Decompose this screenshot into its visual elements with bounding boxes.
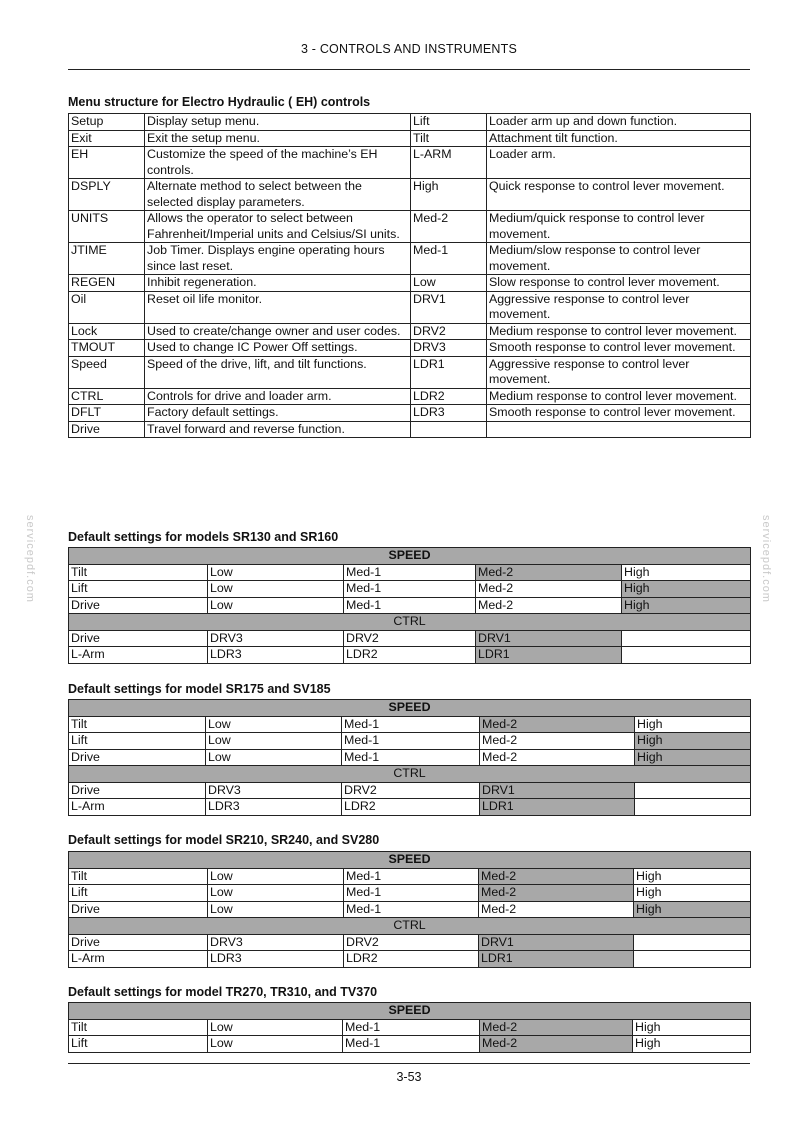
setting-cell: Med-1	[344, 901, 479, 918]
menu-item-description: Used to create/change owner and user codes.	[145, 323, 411, 340]
menu-row	[69, 130, 751, 147]
menu-row	[69, 388, 751, 405]
ctrl-header: CTRL	[69, 918, 751, 935]
menu-item-description: Controls for drive and loader arm.	[145, 388, 411, 405]
ctrl-header-row	[69, 918, 751, 935]
setting-cell: DRV2	[342, 782, 480, 799]
menu-item-description: Travel forward and reverse function.	[145, 421, 411, 438]
setting-cell: Med-2	[479, 901, 634, 918]
function-label: Drive	[69, 934, 208, 951]
menu-item-description: Medium response to control lever movement.	[487, 323, 751, 340]
speed-header-row	[69, 548, 751, 565]
menu-structure-title: Menu structure for Electro Hydraulic ( EH) controls	[68, 95, 371, 109]
menu-item-code: DRV3	[411, 340, 487, 357]
setting-cell: High	[635, 716, 751, 733]
menu-item-description: Medium/slow response to control lever movement.	[487, 243, 751, 275]
menu-item-code: Low	[411, 275, 487, 292]
menu-item-code: Oil	[69, 291, 145, 323]
menu-item-code: REGEN	[69, 275, 145, 292]
speed-row	[69, 1036, 751, 1053]
menu-item-description: Loader arm up and down function.	[487, 114, 751, 131]
menu-row	[69, 147, 751, 179]
setting-cell: High	[635, 733, 751, 750]
speed-row	[69, 749, 751, 766]
menu-item-description: Alternate method to select between the selected display parameters.	[145, 179, 411, 211]
defaults-table-4	[68, 1002, 751, 1053]
menu-row	[69, 405, 751, 422]
setting-cell: Med-1	[343, 1019, 480, 1036]
menu-item-code: DFLT	[69, 405, 145, 422]
setting-cell: High	[622, 564, 751, 581]
header-rule	[68, 69, 750, 70]
menu-item-code: Lock	[69, 323, 145, 340]
setting-cell: DRV2	[344, 934, 479, 951]
menu-item-description: Display setup menu.	[145, 114, 411, 131]
defaults-title-3: Default settings for model SR210, SR240, and SV280	[68, 833, 380, 847]
ctrl-row	[69, 799, 751, 816]
menu-item-code: CTRL	[69, 388, 145, 405]
menu-item-code: Tilt	[411, 130, 487, 147]
menu-row	[69, 114, 751, 131]
menu-item-code: Setup	[69, 114, 145, 131]
menu-row	[69, 243, 751, 275]
speed-row	[69, 564, 751, 581]
setting-cell: Med-2	[480, 1036, 633, 1053]
defaults-table-1	[68, 547, 751, 664]
ctrl-row	[69, 951, 751, 968]
function-label: Drive	[69, 597, 208, 614]
page-number: 3-53	[396, 1070, 422, 1084]
menu-item-code: Speed	[69, 356, 145, 388]
setting-cell: LDR1	[479, 951, 634, 968]
menu-item-code	[411, 421, 487, 438]
defaults-title-4: Default settings for model TR270, TR310, and TV370	[68, 985, 378, 999]
speed-row	[69, 597, 751, 614]
setting-cell: LDR3	[206, 799, 342, 816]
menu-item-code: LDR2	[411, 388, 487, 405]
setting-cell	[622, 630, 751, 647]
speed-row	[69, 1019, 751, 1036]
watermark-right: servicepdf.com	[760, 515, 772, 603]
function-label: Lift	[69, 733, 206, 750]
setting-cell: Med-1	[342, 733, 480, 750]
menu-row	[69, 421, 751, 438]
menu-item-description: Aggressive response to control lever movement.	[487, 356, 751, 388]
menu-item-description: Job Timer. Displays engine operating hours since last reset.	[145, 243, 411, 275]
setting-cell: Low	[206, 716, 342, 733]
menu-item-description: Exit the setup menu.	[145, 130, 411, 147]
menu-item-code: Med-2	[411, 211, 487, 243]
defaults-table-3	[68, 851, 751, 968]
menu-item-code: TMOUT	[69, 340, 145, 357]
menu-row	[69, 291, 751, 323]
setting-cell: Med-2	[480, 1019, 633, 1036]
setting-cell: Med-2	[479, 885, 634, 902]
speed-header: SPEED	[69, 852, 751, 869]
menu-item-description: Speed of the drive, lift, and tilt functions.	[145, 356, 411, 388]
defaults-title-2: Default settings for model SR175 and SV185	[68, 682, 331, 696]
setting-cell: High	[635, 749, 751, 766]
menu-item-description	[487, 421, 751, 438]
setting-cell: Med-1	[344, 868, 479, 885]
speed-row	[69, 868, 751, 885]
menu-item-description: Aggressive response to control lever movement.	[487, 291, 751, 323]
function-label: L-Arm	[69, 799, 206, 816]
setting-cell: Med-2	[480, 733, 635, 750]
setting-cell: Med-1	[342, 716, 480, 733]
function-label: L-Arm	[69, 951, 208, 968]
function-label: Lift	[69, 1036, 208, 1053]
speed-row	[69, 733, 751, 750]
setting-cell: DRV3	[208, 934, 344, 951]
setting-cell: Med-1	[344, 581, 476, 598]
menu-item-code: L-ARM	[411, 147, 487, 179]
setting-cell: LDR3	[208, 951, 344, 968]
menu-item-code: Exit	[69, 130, 145, 147]
speed-header-row	[69, 1003, 751, 1020]
setting-cell: Low	[208, 868, 344, 885]
setting-cell: Low	[208, 885, 344, 902]
footer-rule	[68, 1063, 750, 1064]
menu-row	[69, 179, 751, 211]
defaults-title-1: Default settings for models SR130 and SR160	[68, 530, 339, 544]
setting-cell: High	[634, 901, 751, 918]
ctrl-row	[69, 934, 751, 951]
setting-cell: Med-1	[344, 564, 476, 581]
setting-cell: Med-1	[343, 1036, 480, 1053]
speed-header: SPEED	[69, 700, 751, 717]
setting-cell: Low	[208, 1036, 343, 1053]
function-label: Lift	[69, 581, 208, 598]
menu-item-description: Medium/quick response to control lever movement.	[487, 211, 751, 243]
setting-cell: Low	[206, 749, 342, 766]
menu-item-description: Factory default settings.	[145, 405, 411, 422]
setting-cell: Med-1	[344, 597, 476, 614]
menu-item-code: JTIME	[69, 243, 145, 275]
menu-row	[69, 211, 751, 243]
menu-item-description: Loader arm.	[487, 147, 751, 179]
function-label: Tilt	[69, 1019, 208, 1036]
setting-cell: LDR2	[344, 951, 479, 968]
setting-cell: High	[634, 868, 751, 885]
setting-cell: High	[633, 1036, 751, 1053]
setting-cell: DRV1	[479, 934, 634, 951]
function-label: Drive	[69, 901, 208, 918]
setting-cell: High	[633, 1019, 751, 1036]
menu-row	[69, 340, 751, 357]
menu-structure-table	[68, 113, 751, 438]
ctrl-row	[69, 647, 751, 664]
setting-cell: Med-2	[480, 716, 635, 733]
function-label: Lift	[69, 885, 208, 902]
setting-cell: Low	[208, 564, 344, 581]
setting-cell: DRV1	[476, 630, 622, 647]
menu-item-code: LDR1	[411, 356, 487, 388]
ctrl-header-row	[69, 766, 751, 783]
setting-cell: Low	[206, 733, 342, 750]
menu-item-code: DRV1	[411, 291, 487, 323]
setting-cell: Med-2	[480, 749, 635, 766]
menu-item-description: Medium response to control lever movement.	[487, 388, 751, 405]
speed-row	[69, 581, 751, 598]
menu-item-description: Quick response to control lever movement.	[487, 179, 751, 211]
menu-item-description: Used to change IC Power Off settings.	[145, 340, 411, 357]
menu-item-code: Drive	[69, 421, 145, 438]
setting-cell: DRV3	[206, 782, 342, 799]
setting-cell: DRV1	[480, 782, 635, 799]
menu-item-code: LDR3	[411, 405, 487, 422]
setting-cell: Med-2	[476, 564, 622, 581]
speed-header-row	[69, 852, 751, 869]
setting-cell: LDR1	[480, 799, 635, 816]
menu-item-description: Allows the operator to select between Fahrenheit/Imperial units and Celsius/SI units.	[145, 211, 411, 243]
function-label: Drive	[69, 749, 206, 766]
menu-item-description: Attachment tilt function.	[487, 130, 751, 147]
menu-item-code: DSPLY	[69, 179, 145, 211]
function-label: Drive	[69, 782, 206, 799]
setting-cell: Med-2	[476, 597, 622, 614]
menu-item-description: Reset oil life monitor.	[145, 291, 411, 323]
speed-row	[69, 885, 751, 902]
page-header: 3 - CONTROLS AND INSTRUMENTS	[300, 42, 518, 56]
menu-item-description: Inhibit regeneration.	[145, 275, 411, 292]
menu-row	[69, 323, 751, 340]
setting-cell	[634, 951, 751, 968]
menu-item-description: Smooth response to control lever movement.	[487, 405, 751, 422]
setting-cell: Low	[208, 597, 344, 614]
function-label: Tilt	[69, 868, 208, 885]
menu-item-code: High	[411, 179, 487, 211]
function-label: Tilt	[69, 564, 208, 581]
setting-cell: Low	[208, 901, 344, 918]
watermark-left: servicepdf.com	[24, 515, 36, 603]
setting-cell: Med-1	[344, 885, 479, 902]
menu-item-description: Smooth response to control lever movement.	[487, 340, 751, 357]
menu-item-code: UNITS	[69, 211, 145, 243]
setting-cell: DRV3	[208, 630, 344, 647]
setting-cell	[635, 799, 751, 816]
ctrl-header: CTRL	[69, 766, 751, 783]
setting-cell: High	[622, 597, 751, 614]
function-label: L-Arm	[69, 647, 208, 664]
setting-cell: Med-1	[342, 749, 480, 766]
setting-cell: High	[634, 885, 751, 902]
menu-row	[69, 356, 751, 388]
setting-cell: Med-2	[479, 868, 634, 885]
setting-cell: LDR2	[344, 647, 476, 664]
menu-row	[69, 275, 751, 292]
setting-cell: LDR3	[208, 647, 344, 664]
speed-row	[69, 716, 751, 733]
setting-cell: Med-2	[476, 581, 622, 598]
menu-item-description: Slow response to control lever movement.	[487, 275, 751, 292]
menu-item-code: Lift	[411, 114, 487, 131]
speed-header-row	[69, 700, 751, 717]
menu-item-description: Customize the speed of the machine’s EH controls.	[145, 147, 411, 179]
ctrl-header: CTRL	[69, 614, 751, 631]
setting-cell: LDR2	[342, 799, 480, 816]
ctrl-row	[69, 630, 751, 647]
setting-cell	[634, 934, 751, 951]
setting-cell: LDR1	[476, 647, 622, 664]
speed-header: SPEED	[69, 1003, 751, 1020]
menu-item-code: EH	[69, 147, 145, 179]
setting-cell	[622, 647, 751, 664]
setting-cell	[635, 782, 751, 799]
ctrl-row	[69, 782, 751, 799]
function-label: Drive	[69, 630, 208, 647]
speed-row	[69, 901, 751, 918]
defaults-table-2	[68, 699, 751, 816]
menu-item-code: Med-1	[411, 243, 487, 275]
setting-cell: DRV2	[344, 630, 476, 647]
menu-item-code: DRV2	[411, 323, 487, 340]
setting-cell: Low	[208, 581, 344, 598]
setting-cell: Low	[208, 1019, 343, 1036]
function-label: Tilt	[69, 716, 206, 733]
speed-header: SPEED	[69, 548, 751, 565]
ctrl-header-row	[69, 614, 751, 631]
setting-cell: High	[622, 581, 751, 598]
